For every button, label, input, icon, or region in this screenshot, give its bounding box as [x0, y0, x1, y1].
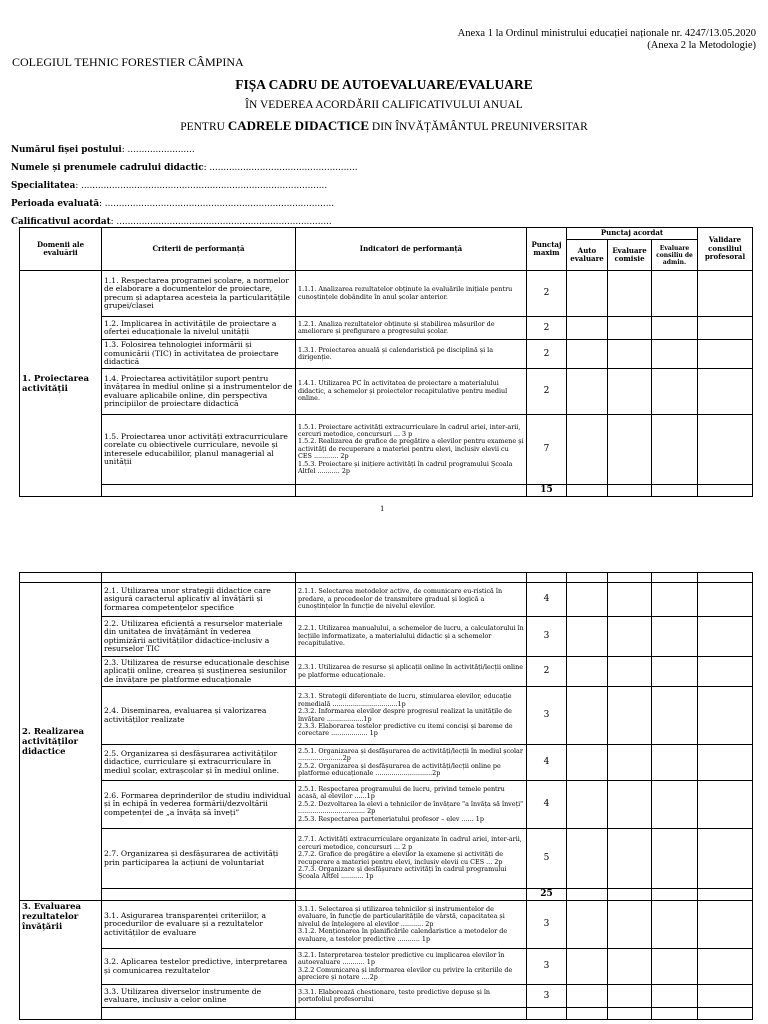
indicator-2-4: 2.3.1. Strategii diferențiate de lucru, stimularea elevilor, educație remedială ................................1p 2.3.2. Informarea elevilor despre progresul realizat la unitățile de învățare ..................1p 2.3.3. Elaborarea testelor predictive cu itemi conciși și bareme de corectare .................. 1p [296, 687, 527, 745]
score-cell[interactable] [652, 949, 698, 985]
points-3-3: 3 [527, 985, 567, 1008]
header-validation: Validare consiliul profesoral [698, 228, 753, 271]
score-cell[interactable] [698, 617, 753, 657]
criterion-2-4: 2.4. Diseminarea, evaluarea și valorizarea activităților realizate [102, 687, 296, 745]
score-cell[interactable] [567, 889, 608, 901]
score-cell[interactable] [652, 781, 698, 829]
field-perioada[interactable]: Perioada evaluată: .................................................................................. [11, 199, 335, 209]
score-cell[interactable] [698, 781, 753, 829]
points-2-7: 5 [527, 829, 567, 889]
subtitle-1: ÎN VEDEREA ACORDĂRII CALIFICATIVULUI ANUAL [245, 99, 523, 111]
header-criteria: Criterii de performanță [102, 228, 296, 271]
indicator-1-1: 1.1.1. Analizarea rezultatelor obținute la evaluările inițiale pentru cunoștințele dobândite în anul școlar anterior. [296, 271, 527, 317]
header-self: Auto evaluare [567, 240, 608, 271]
page-number: 1 [380, 505, 385, 513]
points-1-1: 2 [527, 271, 567, 317]
indicator-3-3: 3.3.1. Elaborează chestionare, teste predictive depuse și în portofoliul profesorului [296, 985, 527, 1008]
points-2-4: 3 [527, 687, 567, 745]
score-cell[interactable] [608, 340, 652, 369]
score-cell[interactable] [608, 949, 652, 985]
points-1-4: 2 [527, 369, 567, 415]
criterion-3-1: 3.1. Asigurarea transparenței criteriilor, a procedurilor de evaluare și a rezultatelor activităților de evaluare [102, 901, 296, 949]
domain-1: 1. Proiectarea activității [20, 271, 102, 497]
score-cell[interactable] [652, 317, 698, 340]
document-titles [0, 76, 768, 136]
score-cell[interactable] [652, 271, 698, 317]
score-cell[interactable] [698, 829, 753, 889]
criterion-1-3: 1.3. Folosirea tehnologiei informării și comunicării (TIC) în activitatea de proiectare didactică [102, 340, 296, 369]
indicator-2-7: 2.7.1. Activități extracurriculare organizate în cadrul ariei, inter-arii, cercuri metodice, concursuri ... 2 p 2.7.2. Grafice de pregătire a elevilor la examene și activități de recuperare a materiei pentru elevi, inclusiv elevii cu CES ... 2p 2.7.3. Organizare și desfășurare activități în cadrul programului Școala Altfel ........... 1p [296, 829, 527, 889]
criterion-2-6: 2.6. Formarea deprinderilor de studiu individual și în echipă în vederea formării/dezvoltării competenței de „a învăța să înveți” [102, 781, 296, 829]
evaluation-table-page1 [19, 227, 753, 497]
score-cell[interactable] [608, 781, 652, 829]
score-cell[interactable] [608, 1008, 652, 1020]
score-cell[interactable] [567, 687, 608, 745]
score-cell[interactable] [608, 617, 652, 657]
score-cell[interactable] [567, 485, 608, 497]
points-2-3: 2 [527, 657, 567, 687]
score-cell[interactable] [567, 949, 608, 985]
score-cell[interactable] [567, 985, 608, 1008]
score-cell[interactable] [567, 781, 608, 829]
score-cell[interactable] [608, 901, 652, 949]
score-cell[interactable] [608, 369, 652, 415]
score-cell[interactable] [652, 829, 698, 889]
indicator-3-2: 3.2.1. Interpretarea testelor predictive cu implicarea elevilor în autoevaluare ........... 1p 3.2.2 Comunicarea și informarea elevilor cu privire la criteriile de apreciere și notare ....2p [296, 949, 527, 985]
score-cell[interactable] [567, 617, 608, 657]
criterion-2-5: 2.5. Organizarea și desfășurarea activităților didactice, curriculare și extracurriculare în mediul școlar, extrașcolar și în mediul online. [102, 745, 296, 781]
domain-3: 3. Evaluarea rezultatelor învățării [20, 901, 102, 1020]
domain-2: 2. Realizarea activităților didactice [20, 583, 102, 901]
criterion-1-4: 1.4. Proiectarea activităților suport pentru învățarea în mediul online și a instrumentelor de evaluare aplicabile online, din perspectiva principiilor de proiectare didactică [102, 369, 296, 415]
score-cell[interactable] [608, 829, 652, 889]
form-fields [11, 141, 358, 231]
score-cell[interactable] [652, 583, 698, 617]
score-cell[interactable] [698, 415, 753, 485]
score-cell[interactable] [652, 687, 698, 745]
score-cell[interactable] [608, 745, 652, 781]
indicator-2-3: 2.3.1. Utilizarea de resurse și aplicații online în activități/lecții online pe platforme educaționale. [296, 657, 527, 687]
score-cell[interactable] [698, 889, 753, 901]
score-cell[interactable] [652, 745, 698, 781]
header-domain: Domenii ale evaluării [20, 228, 102, 271]
score-cell[interactable] [698, 583, 753, 617]
score-cell[interactable] [567, 317, 608, 340]
score-cell[interactable] [567, 829, 608, 889]
score-cell[interactable] [652, 485, 698, 497]
score-cell[interactable] [698, 485, 753, 497]
score-cell[interactable] [698, 369, 753, 415]
points-2-2: 3 [527, 617, 567, 657]
criterion-2-7: 2.7. Organizarea și desfășurarea de activități prin participarea la acțiuni de voluntariat [102, 829, 296, 889]
indicator-1-3: 1.3.1. Proiectarea anuală și calendaristică pe disciplină și la dirigenție. [296, 340, 527, 369]
page-title: FIȘA CADRU DE AUTOEVALUARE/EVALUARE [235, 77, 533, 92]
points-2-1: 4 [527, 583, 567, 617]
points-2-5: 4 [527, 745, 567, 781]
score-cell[interactable] [698, 687, 753, 745]
header-committee: Evaluare comisie [608, 240, 652, 271]
score-cell[interactable] [698, 745, 753, 781]
field-specialitatea[interactable]: Specialitatea: ........................................................................................ [11, 181, 328, 191]
indicator-3-1: 3.1.1. Selectarea și utilizarea tehnicilor și instrumentelor de evaluare, în funcție de particularitățile de vârstă, capacitatea și nivelul de înțelegere al elevilor ........... 2p 3.1.2. Menționarea în planificările calendaristice a metodelor de evaluare, a testelor predictive ........... 1p [296, 901, 527, 949]
points-3-1: 3 [527, 901, 567, 949]
indicator-1-2: 1.2.1. Analiza rezultatelor obținute și stabilirea măsurilor de ameliorare și prefigurare a progresului școlar. [296, 317, 527, 340]
score-cell[interactable] [608, 415, 652, 485]
indicator-2-2: 2.2.1. Utilizarea manualului, a schemelor de lucru, a calculatorului în lecțiile informatizate, a materialului didactic și a schemelor recapitulative. [296, 617, 527, 657]
score-cell[interactable] [698, 901, 753, 949]
score-cell[interactable] [608, 985, 652, 1008]
score-cell[interactable] [698, 340, 753, 369]
total-section-2: 25 [527, 889, 567, 901]
points-2-6: 4 [527, 781, 567, 829]
indicator-2-6: 2.5.1. Respectarea programului de lucru, privind temele pentru acasă, al elevilor ......1p 2.5.2. Dezvoltarea la elevi a tehnicilor de învățare "a învăța să înveți" ................................. 2p 2.5.3. Respectarea parteneriatului profesor – elev ...... 1p [296, 781, 527, 829]
score-cell[interactable] [567, 271, 608, 317]
score-cell[interactable] [652, 985, 698, 1008]
criterion-1-2: 1.2. Implicarea în activitățile de proiectare a ofertei educaționale la nivelul unității [102, 317, 296, 340]
points-1-3: 2 [527, 340, 567, 369]
score-cell[interactable] [652, 657, 698, 687]
score-cell[interactable] [698, 271, 753, 317]
score-cell[interactable] [567, 657, 608, 687]
criterion-2-3: 2.3. Utilizarea de resurse educaționale deschise aplicații online, crearea și susținerea sesiunilor de învățare pe platforme educaționale [102, 657, 296, 687]
score-cell[interactable] [652, 889, 698, 901]
score-cell[interactable] [698, 949, 753, 985]
criterion-2-2: 2.2. Utilizarea eficientă a resurselor materiale din unitatea de învățământ în vederea optimizării activităților didactice-inclusiv a resurselor TIC [102, 617, 296, 657]
field-calificativ[interactable]: Calificativul acordat: ............................................................................. [11, 217, 332, 227]
total-section-1: 15 [527, 485, 567, 497]
annex-reference: Anexa 1 la Ordinul ministrului educației naționale nr. 4247/13.05.2020 (Anexa 2 la Metodologie) [457, 28, 756, 51]
score-cell[interactable] [698, 317, 753, 340]
score-cell[interactable] [698, 657, 753, 687]
score-cell[interactable] [652, 369, 698, 415]
field-nume-prenume[interactable]: Numele și prenumele cadrului didactic: ..................................................... [11, 163, 358, 173]
score-cell[interactable] [652, 617, 698, 657]
school-name: COLEGIUL TEHNIC FORESTIER CÂMPINA [12, 55, 244, 69]
score-cell[interactable] [698, 1008, 753, 1020]
header-granted: Punctaj acordat [567, 228, 698, 240]
score-cell[interactable] [567, 369, 608, 415]
score-cell[interactable] [652, 901, 698, 949]
subtitle-2: PENTRU CADRELE DIDACTICE DIN ÎNVĂȚĂMÂNTUL PREUNIVERSITAR [180, 118, 588, 133]
points-3-2: 3 [527, 949, 567, 985]
score-cell[interactable] [608, 583, 652, 617]
score-cell[interactable] [567, 583, 608, 617]
criterion-2-1: 2.1. Utilizarea unor strategii didactice care asigură caracterul aplicativ al învățării și formarea competențelor specifice [102, 583, 296, 617]
score-cell[interactable] [652, 1008, 698, 1020]
score-cell[interactable] [567, 415, 608, 485]
points-1-2: 2 [527, 317, 567, 340]
header-indicators: Indicatori de performanță [296, 228, 527, 271]
score-cell[interactable] [652, 415, 698, 485]
criterion-1-1: 1.1. Respectarea programei școlare, a normelor de elaborare a documentelor de proiectare, precum și adaptarea acesteia la particularitățile grupei/clasei [102, 271, 296, 317]
score-cell[interactable] [608, 687, 652, 745]
header-board: Evaluare consiliu de admin. [652, 240, 698, 271]
criterion-3-2: 3.2. Aplicarea testelor predictive, interpretarea și comunicarea rezultatelor [102, 949, 296, 985]
score-cell[interactable] [567, 340, 608, 369]
criterion-1-5: 1.5. Proiectarea unor activități extracurriculare corelate cu obiectivele curriculare, nevoile și interesele educabililor, planul managerial al unității [102, 415, 296, 485]
score-cell[interactable] [608, 317, 652, 340]
score-cell[interactable] [608, 271, 652, 317]
indicator-1-5: 1.5.1. Proiectare activități extracurriculare în cadrul ariei, inter-arii, cercuri metodice, concursuri ... 3 p 1.5.2. Realizarea de grafice de pregătire a elevilor pentru examene și activități de recuperare a materiei pentru elevi, inclusiv elevii cu CES ............ 2p 1.5.3. Proiectare și inițiere activități în cadrul programului Școala Altfel ........... 2p [296, 415, 527, 485]
header-max: Punctaj maxim [527, 228, 567, 271]
field-fisa-postului[interactable]: Numărul fișei postului: ........................ [11, 145, 195, 155]
indicator-2-5: 2.5.1. Organizarea și desfășurarea de activități/lecții în mediul școlar ......................2p 2.5.2. Organizarea și desfășurarea de activități/lecții online pe platforme educaționale ............................2p [296, 745, 527, 781]
score-cell[interactable] [608, 657, 652, 687]
indicator-1-4: 1.4.1. Utilizarea PC în activitatea de proiectare a materialului didactic, a schemelor și proiectelor recapitulative pentru mediul online. [296, 369, 527, 415]
indicator-2-1: 2.1.1. Selectarea metodelor active, de comunicare eu-ristică în predare, a procedeelor de transmitere gradual și logică a cunoștințelor în funcție de nivelul elevilor. [296, 583, 527, 617]
evaluation-table-page2 [19, 572, 753, 1020]
score-cell[interactable] [698, 985, 753, 1008]
score-cell[interactable] [652, 340, 698, 369]
score-cell[interactable] [567, 745, 608, 781]
score-cell[interactable] [567, 901, 608, 949]
points-1-5: 7 [527, 415, 567, 485]
score-cell[interactable] [608, 889, 652, 901]
score-cell[interactable] [567, 1008, 608, 1020]
score-cell[interactable] [608, 485, 652, 497]
criterion-3-3: 3.3. Utilizarea diverselor instrumente de evaluare, inclusiv a celor online [102, 985, 296, 1008]
